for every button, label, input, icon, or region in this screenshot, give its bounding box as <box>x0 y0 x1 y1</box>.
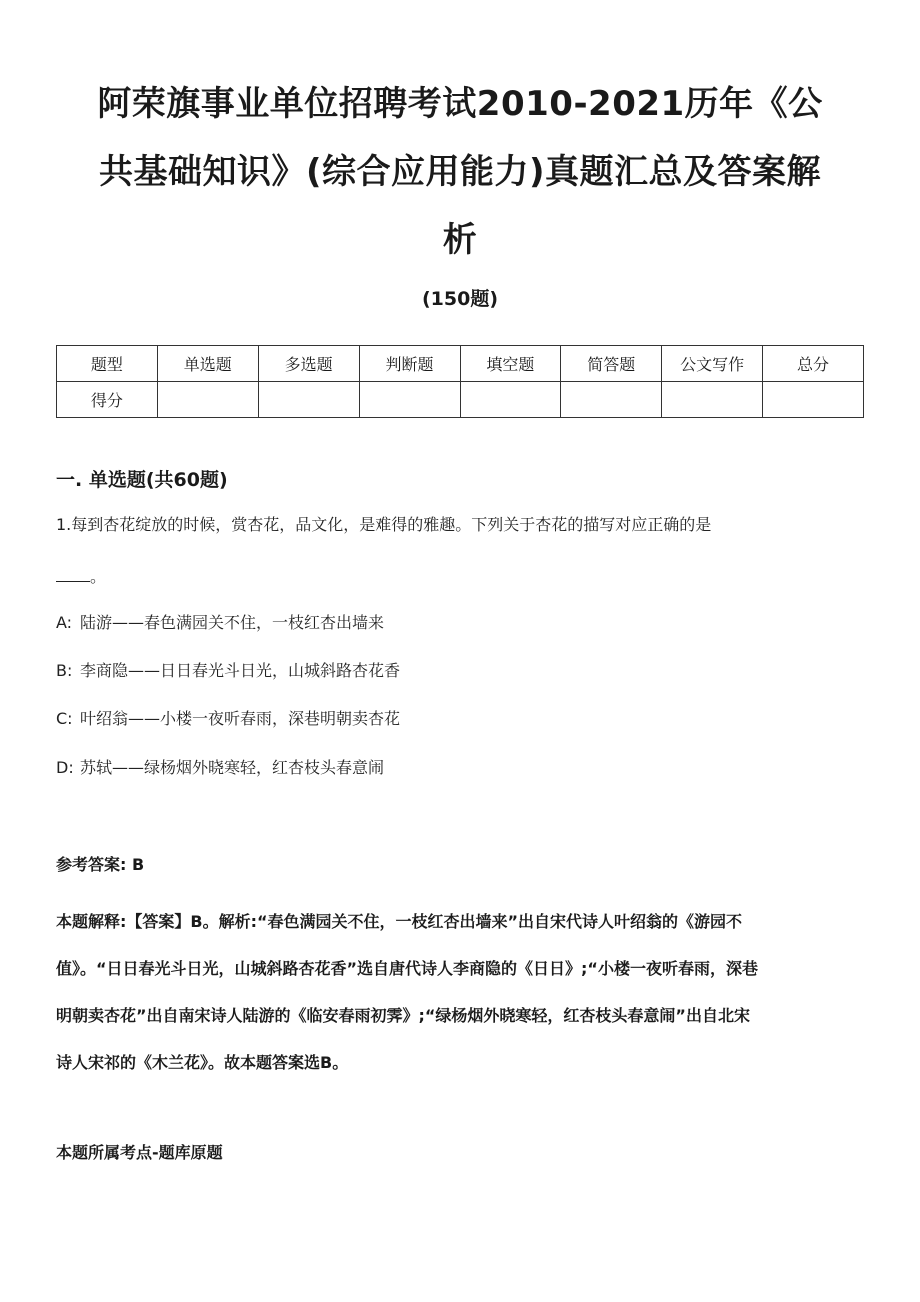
blank-suffix: 。 <box>90 567 107 586</box>
option-a <box>56 609 384 637</box>
explanation-line: 本题解释:【答案】B。解析:“春色满园关不住，一枝红杏出墙来”出自宋代诗人叶绍翁的《游园不 <box>56 912 743 931</box>
option-letter: B: <box>56 661 73 680</box>
blank-line <box>56 564 90 582</box>
score-cell <box>763 382 864 418</box>
header-cell-total: 总分 <box>763 346 864 382</box>
question-count: (150题) <box>421 288 499 310</box>
option-text: 李商隐——日日春光斗日光，山城斜路杏花香 <box>80 661 401 680</box>
option-text: 苏轼——绿杨烟外晓寒轻，红杏枝头春意闹 <box>80 758 385 777</box>
option-text: 叶绍翁——小楼一夜听春雨，深巷明朝卖杏花 <box>80 709 401 728</box>
score-cell <box>460 382 561 418</box>
option-letter: D: <box>56 758 74 777</box>
explanation-line: 值》。“日日春光斗日光，山城斜路杏花香”选自唐代诗人李商隐的《日日》;“小楼一夜听春雨，深巷 <box>56 959 758 978</box>
title-line-1: 阿荣旗事业单位招聘考试2010-2021历年《公 <box>97 84 823 124</box>
explanation-line: 明朝卖杏花”出自南宋诗人陆游的《临安春雨初霁》;“绿杨烟外晓寒轻，红杏枝头春意闹”出自北宋 <box>56 1006 750 1025</box>
header-cell-single-choice: 单选题 <box>157 346 258 382</box>
header-cell-type: 题型 <box>57 346 158 382</box>
answer-blank <box>56 563 106 591</box>
header-cell-short-answer: 简答题 <box>561 346 662 382</box>
score-cell <box>157 382 258 418</box>
header-cell-fill-blank: 填空题 <box>460 346 561 382</box>
option-text: 陆游——春色满园关不住，一枝红杏出墙来 <box>80 613 385 632</box>
score-table-score-row <box>57 382 864 418</box>
header-cell-multiple-choice: 多选题 <box>258 346 359 382</box>
header-cell-official-writing: 公文写作 <box>662 346 763 382</box>
score-row-label: 得分 <box>57 382 158 418</box>
document-title <box>50 70 870 274</box>
score-cell <box>258 382 359 418</box>
header-cell-true-false: 判断题 <box>359 346 460 382</box>
option-b <box>56 657 400 685</box>
question-topic: 本题所属考点-题库原题 <box>56 1143 223 1162</box>
option-letter: C: <box>56 709 73 728</box>
option-letter: A: <box>56 613 73 632</box>
score-cell <box>561 382 662 418</box>
score-table <box>56 345 864 418</box>
section-heading: 一. 单选题(共60题) <box>56 469 228 491</box>
answer-explanation <box>56 898 866 1086</box>
option-d <box>56 754 384 782</box>
question-text: 1.每到杏花绽放的时候，赏杏花，品文化，是难得的雅趣。下列关于杏花的描写对应正确的是 <box>56 515 712 534</box>
score-cell <box>662 382 763 418</box>
option-c <box>56 705 400 733</box>
title-line-3: 析 <box>442 220 478 260</box>
score-table-header-row <box>57 346 864 382</box>
score-cell <box>359 382 460 418</box>
title-line-2: 共基础知识》(综合应用能力)真题汇总及答案解 <box>98 152 822 192</box>
reference-answer: 参考答案: B <box>56 855 145 874</box>
explanation-line: 诗人宋祁的《木兰花》。故本题答案选B。 <box>56 1053 349 1072</box>
